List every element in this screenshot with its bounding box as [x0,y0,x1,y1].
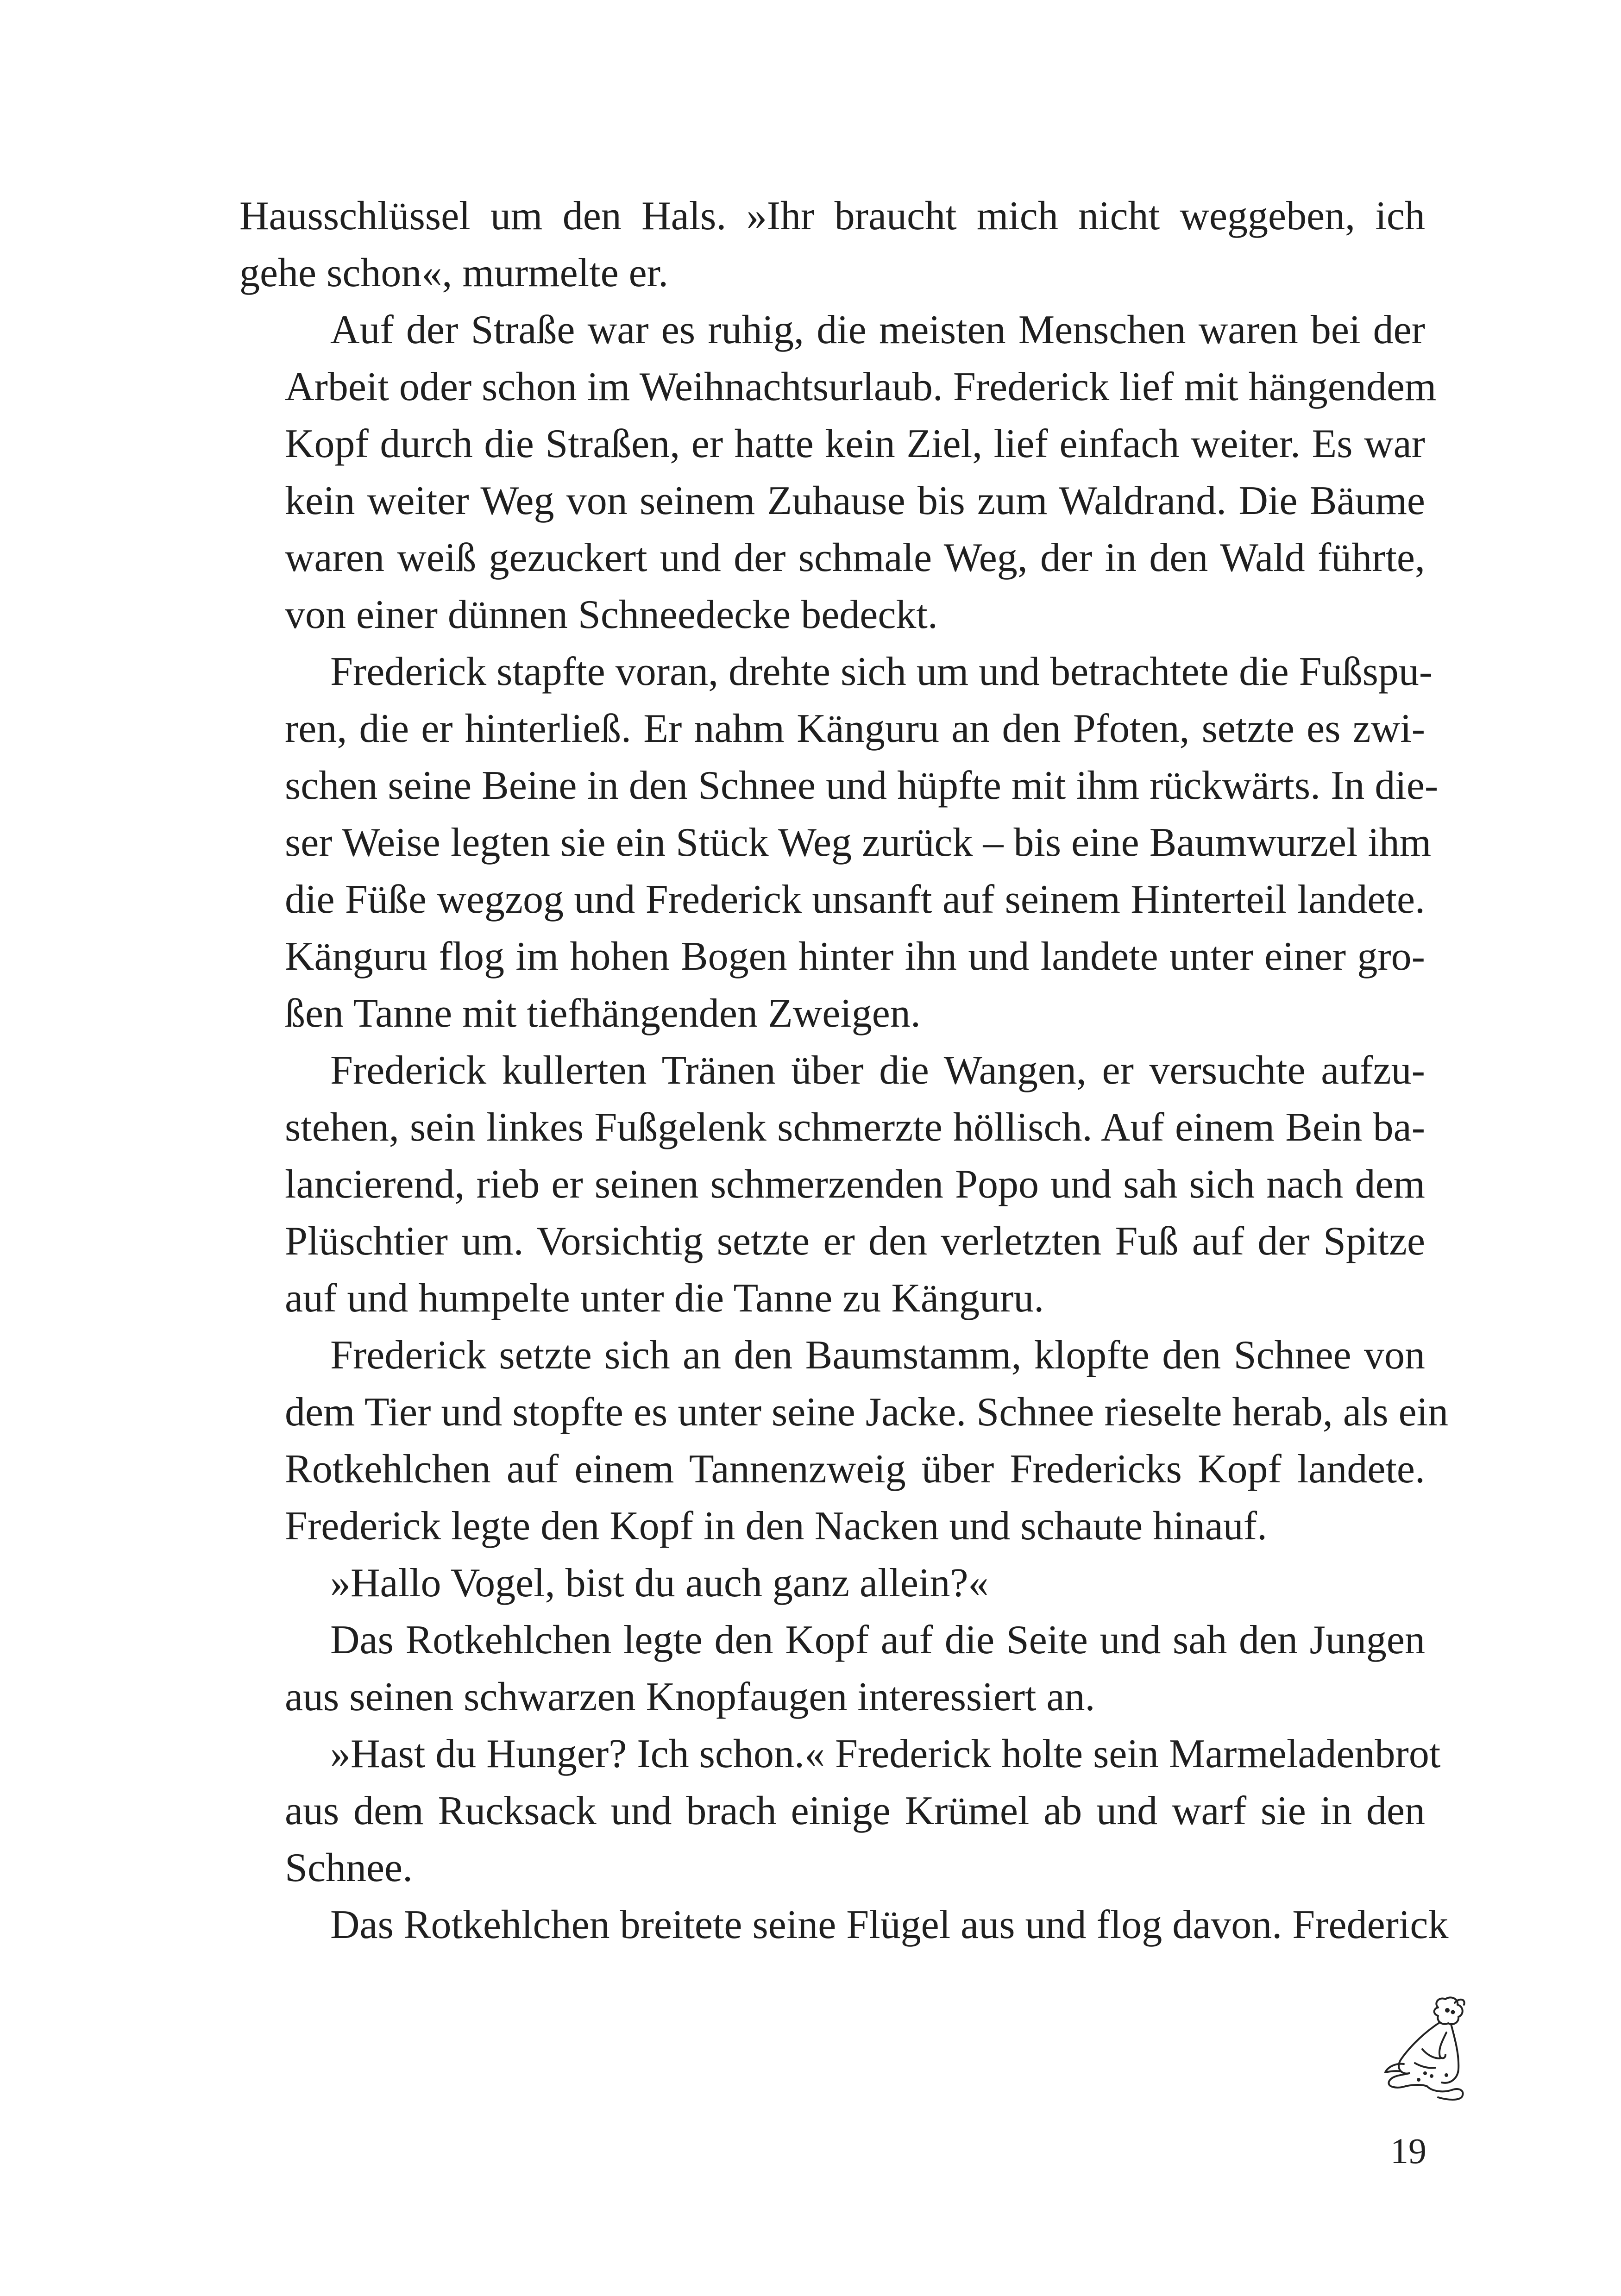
text-line: »Hallo Vogel, bist du auch ganz allein?« [330,1561,989,1606]
text-line: die Füße wegzog und Frederick unsanft auf seinem Hinterteil landete. [285,877,1425,922]
paragraph [239,1042,1425,1327]
paragraph [239,1725,1441,1896]
text-line: gehe schon«, murmelte er. [239,251,669,295]
text-line: Frederick legte den Kopf in den Nacken und schaute hinauf. [285,1504,1268,1549]
paragraph [239,188,1425,301]
text-line: ßen Tanne mit tiefhängenden Zweigen. [285,991,921,1036]
paragraph [239,1327,1449,1555]
paragraph [239,1612,1425,1725]
text-line: Känguru flog im hohen Bogen hinter ihn und landete unter einer gro- [285,934,1425,979]
text-line: Auf der Straße war es ruhig, die meisten Menschen waren bei der [330,307,1425,352]
text-line: stehen, sein linkes Fußgelenk schmerzte höllisch. Auf einem Bein ba- [285,1105,1425,1150]
text-line: Plüschtier um. Vorsichtig setzte er den verletzten Fuß auf der Spitze [285,1219,1425,1264]
text-line: Schnee. [285,1845,413,1890]
text-line: ser Weise legten sie ein Stück Weg zurück – bis eine Baumwurzel ihm [285,820,1432,865]
body-text [239,188,1449,1953]
text-line: von einer dünnen Schneedecke bedeckt. [285,592,938,637]
text-line: Das Rotkehlchen breitete seine Flügel aus und flog davon. Frederick [330,1902,1449,1947]
text-line: Das Rotkehlchen legte den Kopf auf die Seite und sah den Jungen [330,1618,1425,1662]
text-line: schen seine Beine in den Schnee und hüpfte mit ihm rückwärts. In die- [285,763,1439,808]
text-line: aus seinen schwarzen Knopfaugen interessiert an. [285,1675,1095,1719]
text-line: Arbeit oder schon im Weihnachtsurlaub. Frederick lief mit hängendem [285,364,1437,409]
text-line: dem Tier und stopfte es unter seine Jacke. Schnee rieselte herab, als ein [285,1390,1449,1435]
text-line: aus dem Rucksack und brach einige Krümel ab und warf sie in den [285,1788,1425,1833]
text-line: waren weiß gezuckert und der schmale Weg, der in den Wald führte, [285,535,1425,580]
text-line: Rotkehlchen auf einem Tannenzweig über Fredericks Kopf landete. [285,1447,1425,1492]
page-number: 19 [1390,2131,1426,2171]
kangaroo-plush-icon [1382,1994,1475,2105]
text-line: ren, die er hinterließ. Er nahm Känguru an den Pfoten, setzte es zwi- [285,706,1425,751]
text-line: lancierend, rieb er seinen schmerzenden Popo und sah sich nach dem [285,1162,1425,1207]
text-line: Kopf durch die Straßen, er hatte kein Ziel, lief einfach weiter. Es war [285,421,1425,466]
text-line: Frederick stapfte voran, drehte sich um und betrachtete die Fußspu- [330,649,1433,694]
text-line: »Hast du Hunger? Ich schon.« Frederick holte sein Marmeladenbrot [330,1731,1441,1776]
text-line: Frederick setzte sich an den Baumstamm, klopfte den Schnee von [330,1333,1425,1378]
paragraph [239,1555,1425,1612]
paragraph [239,1896,1449,1953]
paragraph [239,301,1437,643]
paragraph [239,643,1439,1042]
text-line: kein weiter Weg von seinem Zuhause bis zum Waldrand. Die Bäume [285,478,1425,523]
text-line: auf und humpelte unter die Tanne zu Känguru. [285,1276,1044,1321]
text-line: Frederick kullerten Tränen über die Wangen, er versuchte aufzu- [330,1048,1425,1093]
text-line: Hausschlüssel um den Hals. »Ihr braucht mich nicht weggeben, ich [239,194,1425,238]
